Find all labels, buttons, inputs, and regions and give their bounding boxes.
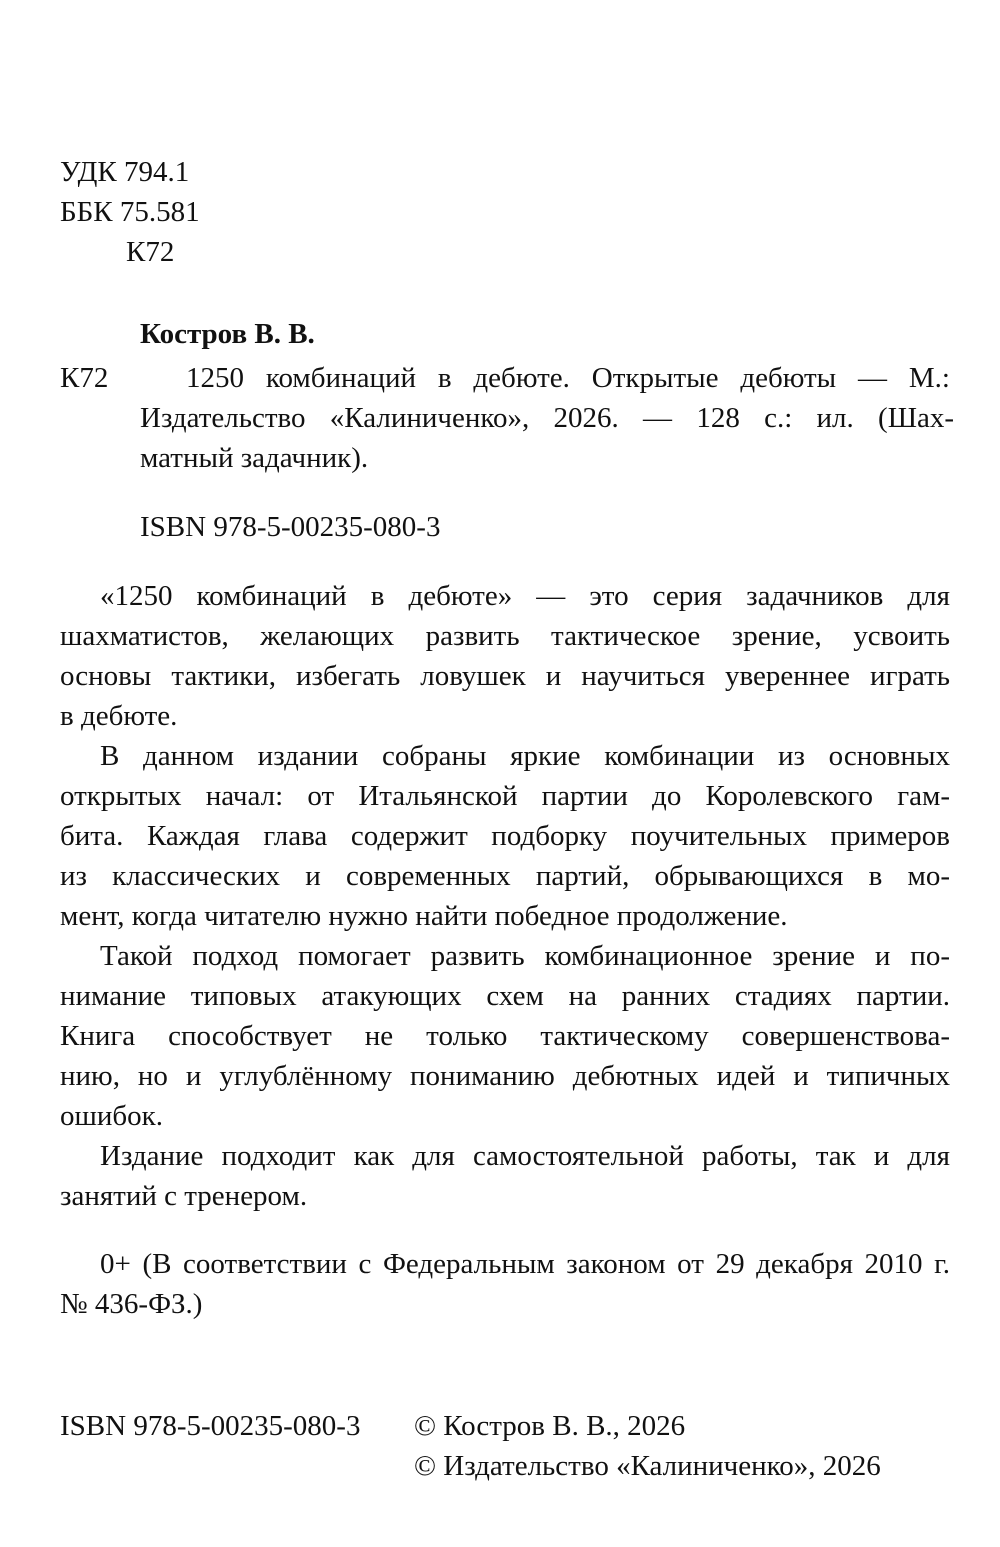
annotation-line: Книга способствует не только тактическому совершенствова-	[60, 1020, 950, 1052]
annotation-line: основы тактики, избегать ловушек и научиться увереннее играть	[60, 660, 950, 692]
age-rating-line: 0+ (В соответствии с Федеральным законом от 29 декабря 2010 г.	[100, 1248, 950, 1280]
age-rating-line: № 436-ФЗ.)	[60, 1288, 203, 1320]
bibliographic-line: Издательство «Калиниченко», 2026. — 128 с.: ил. (Шах-	[140, 402, 954, 434]
annotation-line: открытых начал: от Итальянской партии до Королевского гам-	[60, 780, 950, 812]
bibliographic-line: 1250 комбинаций в дебюте. Открытые дебюты — М.:	[186, 362, 950, 394]
annotation-line: мент, когда читателю нужно найти победное продолжение.	[60, 900, 788, 932]
annotation-line: из классических и современных партий, обрывающихся в мо-	[60, 860, 950, 892]
annotation-line: В данном издании собраны яркие комбинации из основных	[100, 740, 950, 772]
annotation-line: Издание подходит как для самостоятельной работы, так и для	[100, 1140, 950, 1172]
annotation-line: нимание типовых атакующих схем на ранних стадиях партии.	[60, 980, 950, 1012]
annotation-line: Такой подход помогает развить комбинационное зрение и по-	[100, 940, 950, 972]
annotation-line: в дебюте.	[60, 700, 178, 732]
bbk-code: ББК 75.581	[60, 196, 200, 228]
udk-code: УДК 794.1	[60, 156, 190, 188]
annotation-line: ошибок.	[60, 1100, 163, 1132]
annotation-line: бита. Каждая глава содержит подборку поучительных примеров	[60, 820, 950, 852]
author-mark: К72	[126, 236, 175, 268]
author-name: Костров В. В.	[140, 318, 315, 350]
isbn-record: ISBN 978-5-00235-080-3	[140, 511, 441, 543]
copyright-author: © Костров В. В., 2026	[414, 1410, 686, 1442]
annotation-line: шахматистов, желающих развить тактическое зрение, усвоить	[60, 620, 950, 652]
annotation-line: нию, но и углублённому пониманию дебютных идей и типичных	[60, 1060, 950, 1092]
copyright-publisher: © Издательство «Калиниченко», 2026	[414, 1450, 881, 1482]
annotation-line: занятий с тренером.	[60, 1180, 308, 1212]
footer-isbn: ISBN 978-5-00235-080-3	[60, 1410, 361, 1442]
bibliographic-mark: К72	[60, 362, 109, 394]
annotation-line: «1250 комбинаций в дебюте» — это серия задачников для	[100, 580, 950, 612]
bibliographic-line: матный задачник).	[140, 442, 369, 474]
